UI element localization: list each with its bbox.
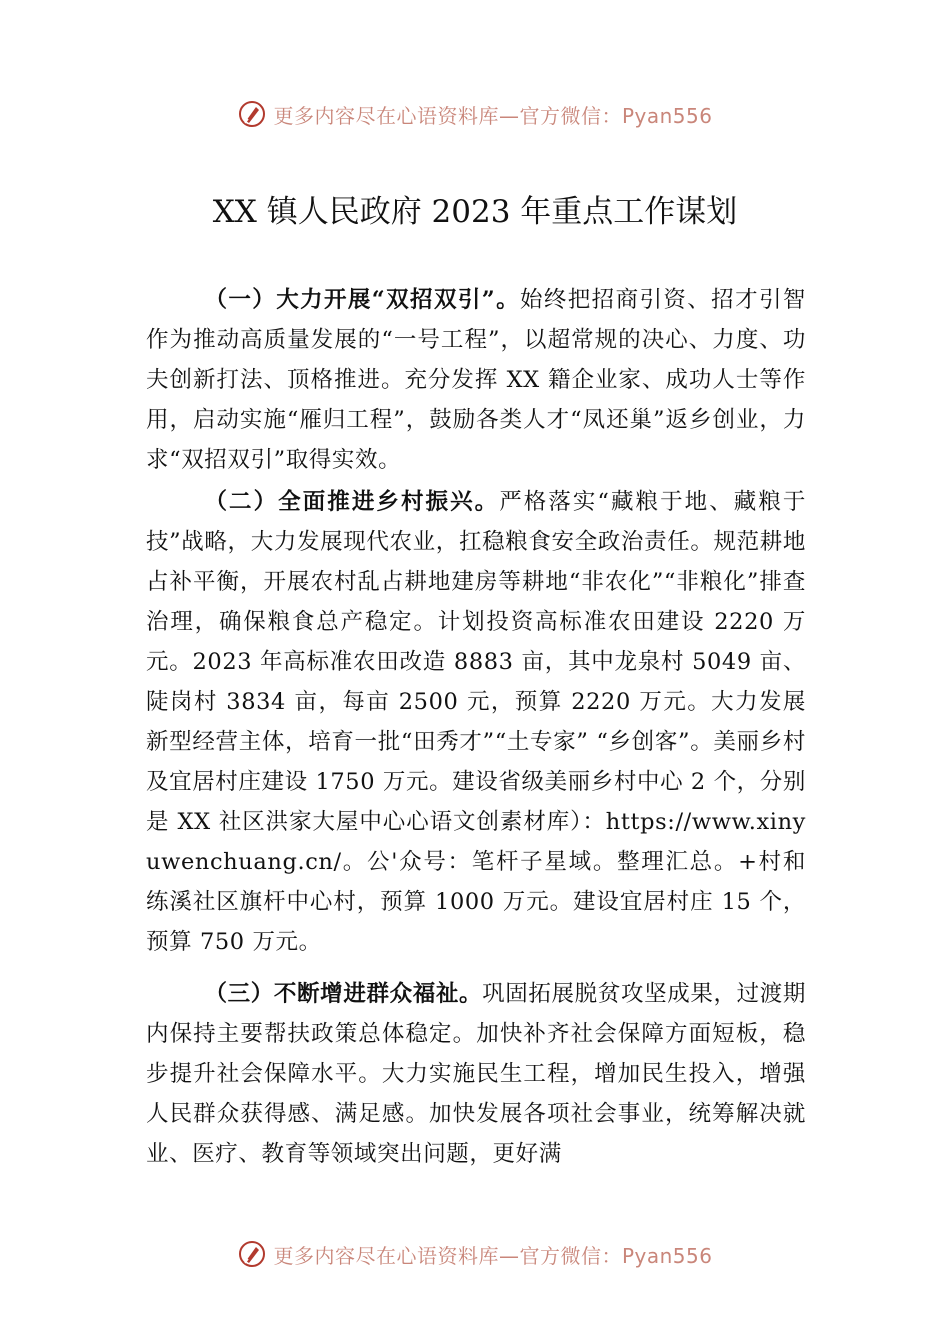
- header-watermark: [0, 98, 950, 130]
- document-body: [146, 280, 806, 1174]
- paragraph-1: [146, 280, 806, 480]
- paragraph-3-text: 巩固拓展脱贫攻坚成果，过渡期内保持主要帮扶政策总体稳定。加快补齐社会保障方面短板，稳步提升社会保障水平。大力实施民生工程，增加民生投入，增强人民群众获得感、满足感。加快发展各项社会事业，统筹解决就业、医疗、教育等领域突出问题，更好满: [146, 981, 807, 1167]
- document-title: XX 镇人民政府 2023 年重点工作谋划: [212, 194, 738, 230]
- paragraph-2-heading: （二）全面推进乡村振兴。: [204, 489, 500, 515]
- paragraph-2-text: 严格落实“藏粮于地、藏粮于技”战略，大力发展现代农业，扛稳粮食安全政治责任。规范耕地占补平衡，开展农村乱占耕地建房等耕地“非农化”“非粮化”排查治理，确保粮食总产稳定。计划投资高标准农田建设 2220 万元。2023 年高标准农田改造 8883 亩，其中龙泉村 5049 亩、陡岗村 3834 亩，每亩 2500 元，预算 2220 万元。大力发展新型经营主体，培育一批“田秀才”“土专家” “乡创客”。美丽乡村及宜居村庄建设 1750 万元。建设省级美丽乡村中心 2 个，分别是 XX 社区洪家大屋中心心语文创素材库）：https://www.xinyuwenchuang.cn/。公'众号：笔杆子星域。整理汇总。+村和练溪社区旗杆中心村，预算 1000 万元。建设宜居村庄 15 个，预算 750 万元。: [146, 489, 806, 955]
- watermark-text: 更多内容尽在心语资料库—官方微信：Pyan556: [273, 103, 713, 128]
- paragraph-3: [146, 974, 806, 1174]
- pen-nib-logo-icon: [237, 99, 267, 129]
- watermark-text: 更多内容尽在心语资料库—官方微信：Pyan556: [273, 1243, 713, 1268]
- paragraph-1-heading: （一）大力开展“双招双引”。: [204, 287, 520, 313]
- pen-nib-logo-icon: [237, 1239, 267, 1269]
- paragraph-2: [146, 482, 806, 962]
- paragraph-1-text: 始终把招商引资、招才引智作为推动高质量发展的“一号工程”，以超常规的决心、力度、功夫创新打法、顶格推进。充分发挥 XX 籍企业家、成功人士等作用，启动实施“雁归工程”，鼓励各类人才“凤还巢”返乡创业，力求“双招双引”取得实效。: [146, 287, 806, 473]
- footer-watermark: [0, 1238, 950, 1270]
- paragraph-3-heading: （三）不断增进群众福祉。: [204, 981, 483, 1007]
